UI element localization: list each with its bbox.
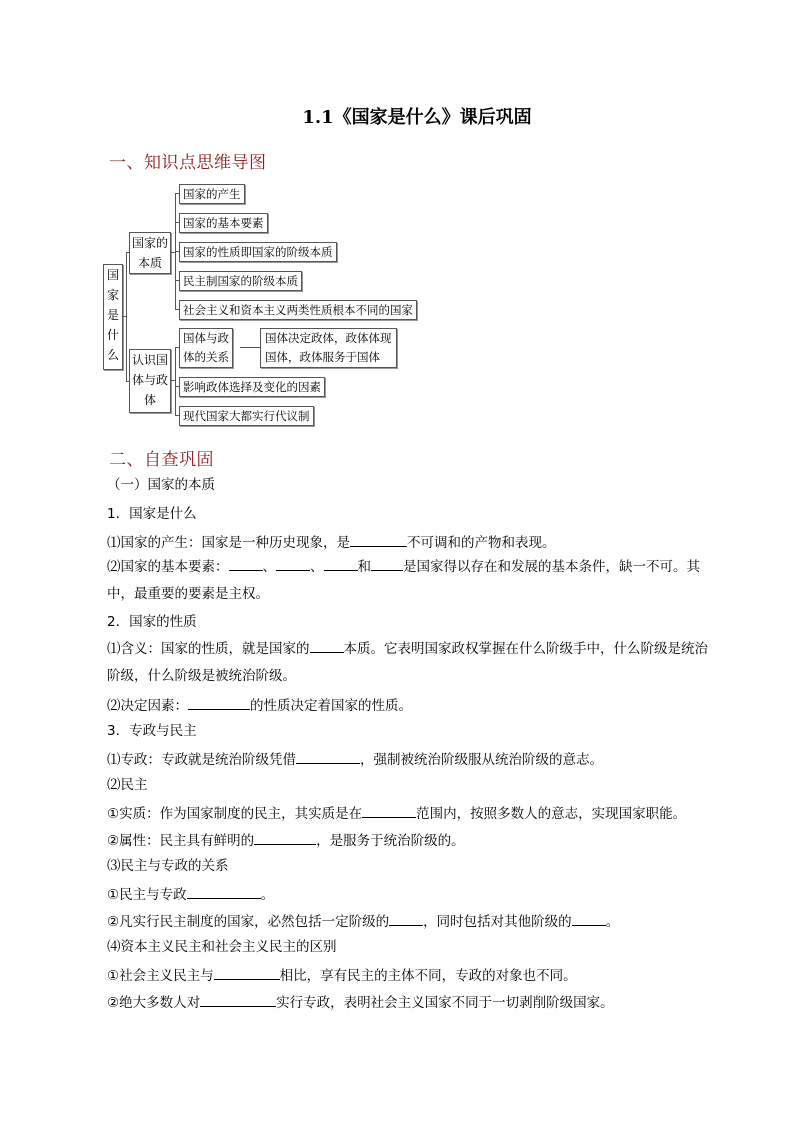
mindmap-item: 国家的基本要素 <box>179 213 268 233</box>
section-heading-self-check: 二、自查巩固 <box>109 450 214 470</box>
root-char: 是 <box>106 308 119 322</box>
mindmap-branch-essence <box>129 232 171 274</box>
relation-text: 体的关系 <box>183 350 229 364</box>
fill-blank[interactable] <box>572 911 606 926</box>
root-char: 么 <box>106 348 119 362</box>
fill-blank[interactable] <box>200 992 276 1007</box>
branch-label: 认识国 <box>131 353 168 367</box>
fill-blank[interactable] <box>371 556 403 571</box>
mindmap-item: 社会主义和资本主义两类性质根本不同的国家 <box>179 300 417 320</box>
branch-label: 本质 <box>137 256 162 270</box>
question-line: ⑴专政：专政就是统治阶级凭借 ，强制被统治阶级服从统治阶级的意志。 <box>107 749 603 769</box>
root-char: 国 <box>106 268 119 282</box>
fill-blank[interactable] <box>229 556 263 571</box>
subheading: （一）国家的本质 <box>107 477 215 493</box>
question-heading: ⑶民主与专政的关系 <box>107 858 229 874</box>
fill-blank[interactable] <box>276 556 310 571</box>
branch-label: 体 <box>143 393 156 407</box>
fill-blank[interactable] <box>296 749 360 764</box>
question-heading: 3．专政与民主 <box>107 723 197 739</box>
branch-label: 国家的 <box>131 236 168 250</box>
mindmap-item: 国家的性质即国家的阶级本质 <box>179 242 337 262</box>
page-title: 1.1《国家是什么》课后巩固 <box>302 107 532 128</box>
question-heading: ⑷资本主义民主和社会主义民主的区别 <box>107 939 337 955</box>
mindmap-item: 国家的产生 <box>179 184 245 204</box>
question-heading: 2．国家的性质 <box>107 614 197 630</box>
branch-label: 体与政 <box>131 373 168 387</box>
question-heading: 1．国家是什么 <box>107 506 197 522</box>
question-line: ⑴含义：国家的性质，就是国家的 本质。它表明国家政权掌握在什么阶级手中，什么阶级是统治阶级，什么阶级是被统治阶级。 <box>107 636 719 690</box>
relation-text: 国体与政 <box>183 331 229 345</box>
root-char: 什 <box>106 328 119 342</box>
section-heading-mindmap: 一、知识点思维导图 <box>109 153 267 173</box>
mindmap-item: 影响政体选择及变化的因素 <box>179 377 325 397</box>
mindmap-root <box>103 264 123 370</box>
relation-text: 国体决定政体，政体体现 <box>265 331 392 345</box>
relation-text: 国体，政体服务于国体 <box>265 350 380 364</box>
fill-blank[interactable] <box>254 830 316 845</box>
question-line: ①民主与专政 。 <box>107 884 274 904</box>
fill-blank[interactable] <box>362 803 416 818</box>
mindmap-branch-state-form <box>129 349 171 413</box>
question-line: ①社会主义民主与 相比，享有民主的主体不同，专政的对象也不同。 <box>107 965 577 985</box>
mindmap-item: 现代国家大都实行代议制 <box>179 406 314 426</box>
question-heading: ⑵民主 <box>107 777 148 793</box>
fill-blank[interactable] <box>214 965 280 980</box>
question-line: ①实质：作为国家制度的民主，其实质是在 范围内，按照多数人的意志，实现国家职能。 <box>107 803 686 823</box>
mindmap-relation-detail <box>260 328 397 368</box>
fill-blank[interactable] <box>350 532 407 547</box>
root-char: 家 <box>106 288 119 302</box>
fill-blank[interactable] <box>188 695 250 710</box>
connector <box>240 347 260 348</box>
fill-blank[interactable] <box>187 884 261 899</box>
fill-blank[interactable] <box>310 638 344 653</box>
connector <box>175 347 176 415</box>
mindmap-item: 民主制国家的阶级本质 <box>179 271 302 291</box>
connector <box>126 252 127 381</box>
question-line: ⑵国家的基本要素： 、 、 和 是国家得以存在和发展的基本条件，缺一不可。其中，最重要的要素是主权。 <box>107 554 719 608</box>
question-line: ⑵决定因素： 的性质决定着国家的性质。 <box>107 695 412 715</box>
question-line: ⑴国家的产生：国家是一种历史现象，是 不可调和的产物和表现。 <box>107 532 556 552</box>
fill-blank[interactable] <box>324 556 358 571</box>
mindmap-relation <box>179 328 233 368</box>
question-line: ②属性：民主具有鲜明的 ，是服务于统治阶级的。 <box>107 830 465 850</box>
question-line: ②绝大多数人对 实行专政，表明社会主义国家不同于一切剥削阶级国家。 <box>107 992 614 1012</box>
question-line: ②凡实行民主制度的国家，必然包括一定阶级的 ，同时包括对其他阶级的 。 <box>107 911 619 931</box>
fill-blank[interactable] <box>389 911 423 926</box>
